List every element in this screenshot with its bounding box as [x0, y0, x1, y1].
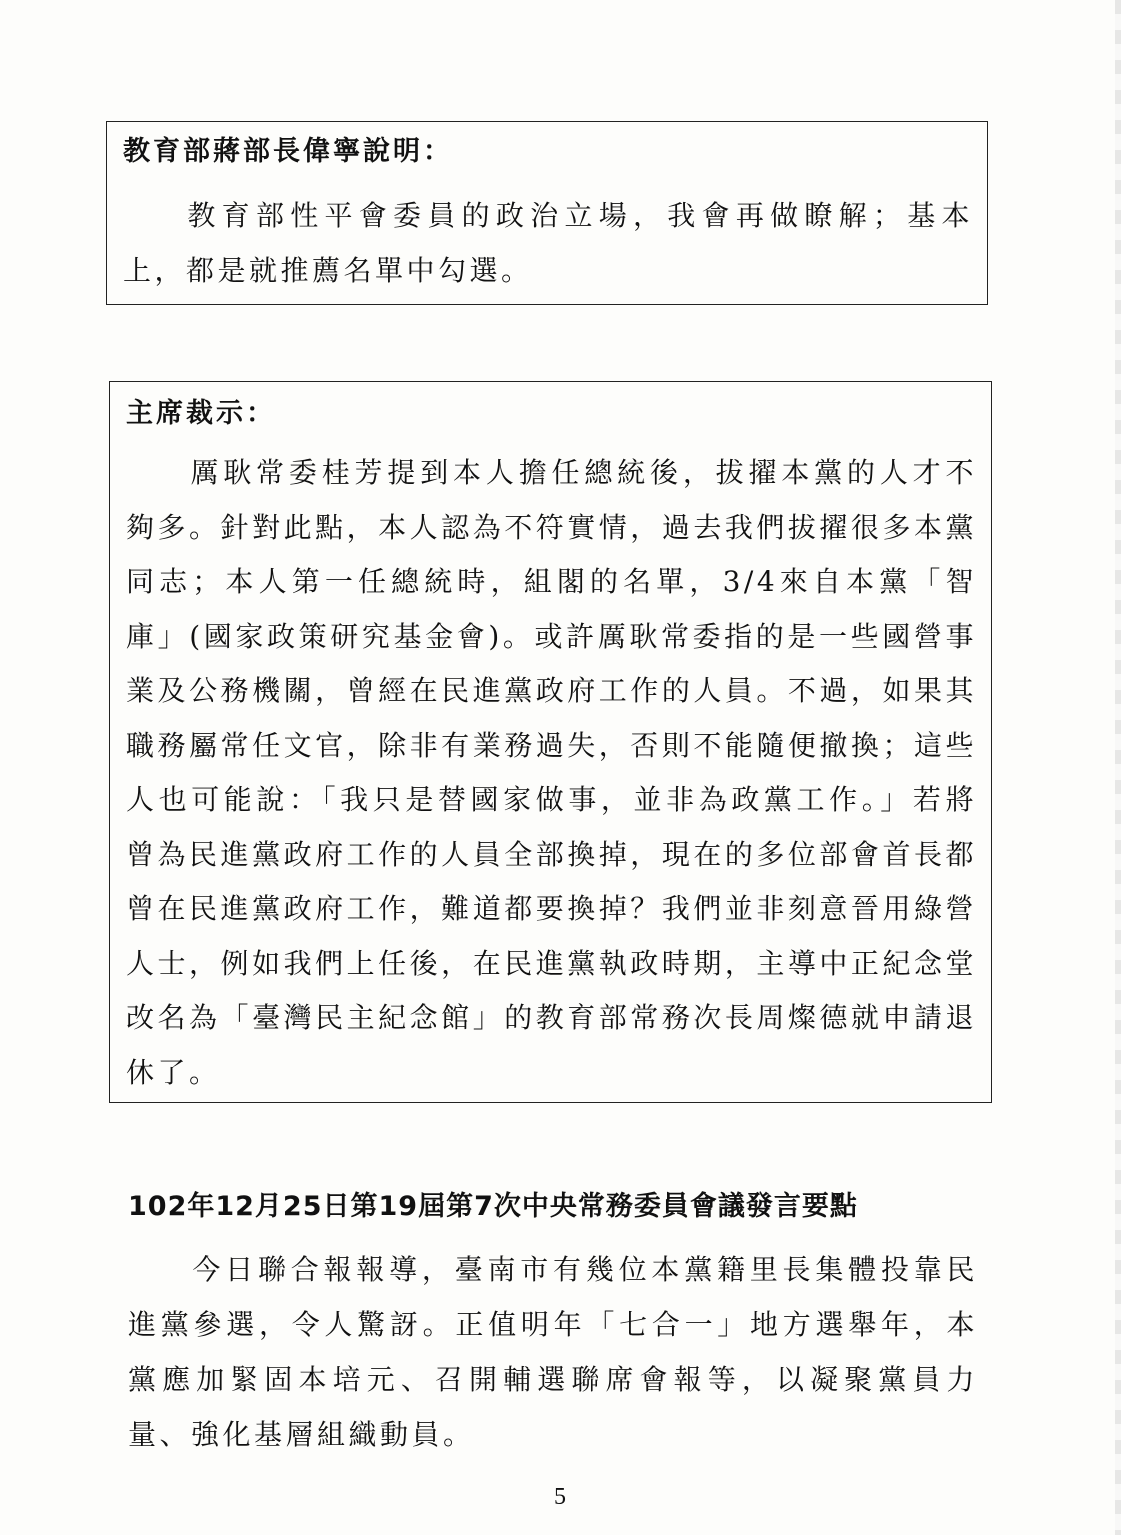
statement-box-minister [106, 121, 988, 305]
statement-box-chairman [109, 381, 992, 1103]
page-number: 5 [554, 1484, 566, 1510]
statement-heading: 教育部蔣部長偉寧說明： [123, 136, 453, 167]
chairman-paragraph: 厲耿常委桂芳提到本人擔任總統後，拔擢本黨的人才不夠多。針對此點，本人認為不符實情，過去我們拔擢很多本黨同志；本人第一任總統時，組閣的名單，3/4來自本黨「智庫」(國家政策研究基金會)。或許厲耿常委指的是一些國營事業及公務機關，曾經在民進黨政府工作的人員。不過，如果其職務屬常任文官，除非有業務過失，否則不能隨便撤換；這些人也可能說：「我只是替國家做事，並非為政黨工作。」若將曾為民進黨政府工作的人員全部換掉，現在的多位部會首長都曾在民進黨政府工作，難道都要換掉？我們並非刻意晉用綠營人士，例如我們上任後，在民進黨執政時期，主導中正紀念堂改名為「臺灣民主紀念館」的教育部常務次長周燦德就申請退休了。 [126, 456, 977, 1089]
chairman-heading: 主席裁示： [126, 398, 276, 429]
meeting-paragraph: 今日聯合報報導，臺南市有幾位本黨籍里長集體投靠民進黨參選，令人驚訝。正值明年「七合一」地方選舉年，本黨應加緊固本培元、召開輔選聯席會報等，以凝聚黨員力量、強化基層組織動員。 [128, 1253, 978, 1451]
scan-edge [1115, 0, 1121, 1535]
meeting-heading: 102年12月25日第19屆第7次中央常務委員會議發言要點 [128, 1191, 858, 1222]
statement-paragraph: 教育部性平會委員的政治立場，我會再做瞭解；基本上，都是就推薦名單中勾選。 [123, 199, 973, 287]
